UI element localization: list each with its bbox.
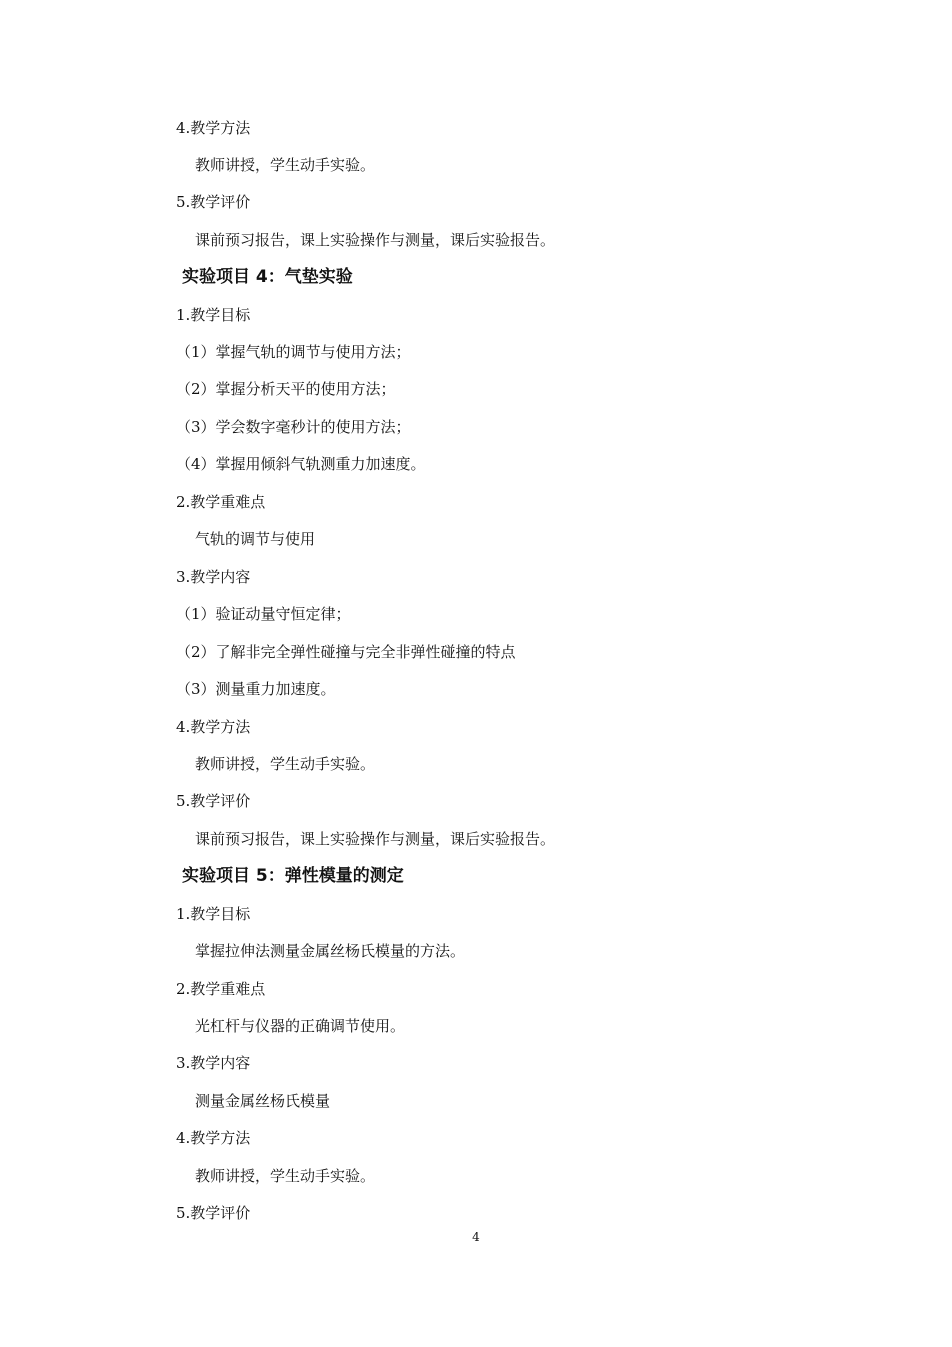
list-item: （1）掌握气轨的调节与使用方法； [176, 343, 411, 361]
section-heading: 5.教学评价 [176, 1204, 251, 1222]
section-heading: 1.教学目标 [176, 306, 251, 324]
section-heading: 2.教学重难点 [176, 980, 266, 998]
list-item: （3）学会数字毫秒计的使用方法； [176, 418, 411, 436]
section-heading: 1.教学目标 [176, 905, 251, 923]
experiment-title: 实验项目 4：气垫实验 [182, 267, 353, 287]
section-heading: 3.教学内容 [176, 568, 251, 586]
section-heading: 3.教学内容 [176, 1054, 251, 1072]
paragraph: 课前预习报告，课上实验操作与测量，课后实验报告。 [195, 231, 556, 249]
list-item: （2）掌握分析天平的使用方法； [176, 380, 396, 398]
section-heading: 5.教学评价 [176, 193, 251, 211]
paragraph: 课前预习报告，课上实验操作与测量，课后实验报告。 [195, 830, 556, 848]
paragraph: 掌握拉伸法测量金属丝杨氏模量的方法。 [195, 942, 466, 960]
section-heading: 4.教学方法 [176, 718, 251, 736]
paragraph: 测量金属丝杨氏模量 [195, 1092, 331, 1110]
section-heading: 5.教学评价 [176, 792, 251, 810]
section-heading: 4.教学方法 [176, 1129, 251, 1147]
paragraph: 教师讲授，学生动手实验。 [195, 156, 376, 174]
paragraph: 教师讲授，学生动手实验。 [195, 755, 376, 773]
section-heading: 2.教学重难点 [176, 493, 266, 511]
list-item: （3）测量重力加速度。 [176, 680, 336, 698]
list-item: （2）了解非完全弹性碰撞与完全非弹性碰撞的特点 [176, 643, 516, 661]
paragraph: 气轨的调节与使用 [195, 530, 316, 548]
paragraph: 教师讲授，学生动手实验。 [195, 1167, 376, 1185]
list-item: （4）掌握用倾斜气轨测重力加速度。 [176, 455, 426, 473]
experiment-title: 实验项目 5：弹性模量的测定 [182, 866, 404, 886]
section-heading: 4.教学方法 [176, 119, 251, 137]
list-item: （1）验证动量守恒定律； [176, 605, 351, 623]
page-number: 4 [472, 1230, 480, 1244]
paragraph: 光杠杆与仪器的正确调节使用。 [195, 1017, 406, 1035]
